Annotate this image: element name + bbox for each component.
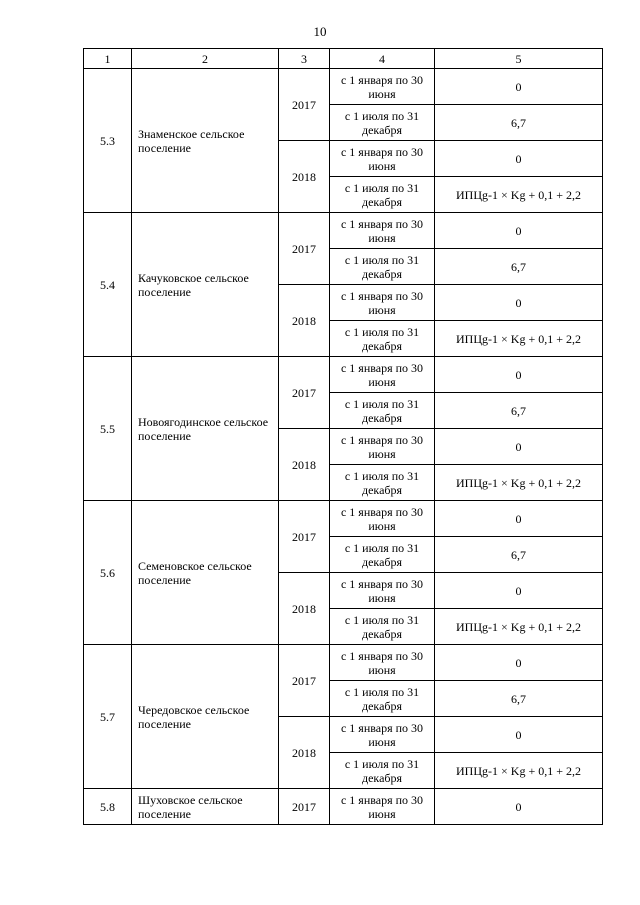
period-cell: с 1 июля по 31 декабря <box>330 681 435 717</box>
period-cell: с 1 января по 30 июня <box>330 429 435 465</box>
year-cell: 2017 <box>279 645 330 717</box>
value-cell: 0 <box>435 357 603 393</box>
period-cell: с 1 июля по 31 декабря <box>330 609 435 645</box>
value-cell: 0 <box>435 285 603 321</box>
settlement-name: Семеновское сельское поселение <box>132 501 279 645</box>
tariff-table <box>83 48 603 825</box>
value-cell: ИПЦg-1 × Kg + 0,1 + 2,2 <box>435 465 603 501</box>
item-number: 5.4 <box>84 213 132 357</box>
year-cell: 2017 <box>279 357 330 429</box>
year-cell: 2017 <box>279 501 330 573</box>
item-number: 5.8 <box>84 789 132 825</box>
period-cell: с 1 января по 30 июня <box>330 285 435 321</box>
period-cell: с 1 июля по 31 декабря <box>330 465 435 501</box>
period-cell: с 1 января по 30 июня <box>330 69 435 105</box>
period-cell: с 1 июля по 31 декабря <box>330 753 435 789</box>
period-cell: с 1 июля по 31 декабря <box>330 393 435 429</box>
item-number: 5.3 <box>84 69 132 213</box>
header-cell: 4 <box>330 49 435 69</box>
period-cell: с 1 января по 30 июня <box>330 213 435 249</box>
period-cell: с 1 января по 30 июня <box>330 645 435 681</box>
value-cell: 0 <box>435 573 603 609</box>
value-cell: 0 <box>435 501 603 537</box>
value-cell: 0 <box>435 141 603 177</box>
value-cell: 6,7 <box>435 537 603 573</box>
period-cell: с 1 января по 30 июня <box>330 789 435 825</box>
year-cell: 2017 <box>279 789 330 825</box>
period-cell: с 1 июля по 31 декабря <box>330 537 435 573</box>
value-cell: 0 <box>435 717 603 753</box>
table-row <box>84 645 603 681</box>
header-cell: 1 <box>84 49 132 69</box>
page-number: 10 <box>313 24 327 39</box>
value-cell: 6,7 <box>435 681 603 717</box>
value-cell: 0 <box>435 645 603 681</box>
value-cell: 6,7 <box>435 393 603 429</box>
table-row <box>84 213 603 249</box>
settlement-name: Шуховское сельское поселение <box>132 789 279 825</box>
period-cell: с 1 июля по 31 декабря <box>330 321 435 357</box>
year-cell: 2017 <box>279 69 330 141</box>
settlement-name: Новоягодинское сельское поселение <box>132 357 279 501</box>
period-cell: с 1 января по 30 июня <box>330 141 435 177</box>
period-cell: с 1 июля по 31 декабря <box>330 105 435 141</box>
value-cell: ИПЦg-1 × Kg + 0,1 + 2,2 <box>435 753 603 789</box>
value-cell: ИПЦg-1 × Kg + 0,1 + 2,2 <box>435 609 603 645</box>
value-cell: 0 <box>435 213 603 249</box>
period-cell: с 1 июля по 31 декабря <box>330 177 435 213</box>
value-cell: 6,7 <box>435 249 603 285</box>
table-row <box>84 789 603 825</box>
year-cell: 2018 <box>279 285 330 357</box>
period-cell: с 1 января по 30 июня <box>330 357 435 393</box>
value-cell: 0 <box>435 69 603 105</box>
header-cell: 3 <box>279 49 330 69</box>
header-row <box>84 49 603 69</box>
period-cell: с 1 января по 30 июня <box>330 717 435 753</box>
settlement-name: Качуковское сельское поселение <box>132 213 279 357</box>
item-number: 5.6 <box>84 501 132 645</box>
year-cell: 2018 <box>279 141 330 213</box>
header-cell: 5 <box>435 49 603 69</box>
value-cell: 0 <box>435 429 603 465</box>
item-number: 5.7 <box>84 645 132 789</box>
value-cell: 0 <box>435 789 603 825</box>
table-row <box>84 69 603 105</box>
year-cell: 2018 <box>279 717 330 789</box>
value-cell: 6,7 <box>435 105 603 141</box>
table-row <box>84 357 603 393</box>
year-cell: 2018 <box>279 573 330 645</box>
value-cell: ИПЦg-1 × Kg + 0,1 + 2,2 <box>435 177 603 213</box>
table-row <box>84 501 603 537</box>
year-cell: 2017 <box>279 213 330 285</box>
period-cell: с 1 января по 30 июня <box>330 573 435 609</box>
item-number: 5.5 <box>84 357 132 501</box>
header-cell: 2 <box>132 49 279 69</box>
value-cell: ИПЦg-1 × Kg + 0,1 + 2,2 <box>435 321 603 357</box>
settlement-name: Знаменское сельское поселение <box>132 69 279 213</box>
period-cell: с 1 января по 30 июня <box>330 501 435 537</box>
period-cell: с 1 июля по 31 декабря <box>330 249 435 285</box>
year-cell: 2018 <box>279 429 330 501</box>
settlement-name: Чередовское сельское поселение <box>132 645 279 789</box>
